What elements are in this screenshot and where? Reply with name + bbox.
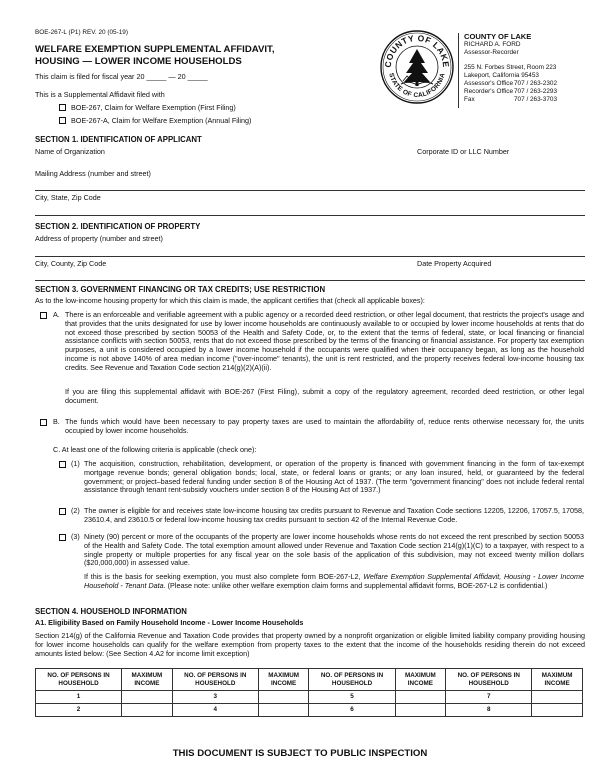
item-c3-text: Ninety (90) percent or more of the occupants of the property are lower income households whose rents do not exceed the rent prescribed by section 50053 of the Health and Safety Code. The total exemption amount allowed under Revenue and Taxation Code section 214(g)(1)(C) to a taxpayer, with respect to a single property or multiple properties for any fiscal year on the sole basis of the application of this subdivision, may not exceed twenty million dollars ($20,000,000) in assessed value.: [84, 532, 584, 568]
seal-bottom-text: STATE OF CALIFORNIA: [387, 72, 447, 100]
item-b-letter: B.: [53, 417, 60, 426]
city-state-zip-label: City, State, Zip Code: [35, 193, 101, 202]
table-row: [36, 704, 583, 717]
persons-cell: 8: [446, 704, 532, 717]
county-divider: [458, 33, 459, 108]
city-state-zip-field[interactable]: [35, 215, 585, 216]
table-header: MAXIMUM INCOME: [532, 669, 583, 691]
section3-heading: SECTION 3. GOVERNMENT FINANCING OR TAX CREDITS; USE RESTRICTION: [35, 285, 326, 294]
city-county-zip-label: City, County, Zip Code: [35, 259, 107, 268]
item-c2-num: (2): [71, 506, 80, 515]
address-line-2: Lakeport, California 95453: [464, 72, 539, 80]
item-c2-text: The owner is eligible for and receives state low-income housing tax credits pursuant to Revenue and Taxation Code sections 12205, 12206, 17057.5, 17058, 23610.4, and 23610.5 or federal low-income housing tax credits pursuant to section 42 of the Internal Revenue Code.: [84, 506, 584, 524]
persons-cell: 2: [36, 704, 122, 717]
income-cell[interactable]: [395, 704, 446, 717]
income-cell[interactable]: [122, 691, 173, 704]
option-label: BOE-267-A, Claim for Welfare Exemption (Annual Filing): [71, 116, 252, 125]
title-line-2: HOUSING — LOWER INCOME HOUSEHOLDS: [35, 55, 242, 67]
city-county-zip-field[interactable]: [35, 280, 585, 281]
item-a-note: If you are filing this supplemental affidavit with BOE-267 (First Filing), submit a copy of the regulatory agreement, recorded deed restriction, or other legal document.: [65, 387, 584, 405]
filed-with-option-boe267[interactable]: [59, 104, 236, 113]
income-cell[interactable]: [258, 704, 309, 717]
checkbox-a[interactable]: [40, 312, 47, 321]
form-title: [35, 44, 275, 67]
checkbox[interactable]: [59, 117, 66, 124]
section3-intro: As to the low-income housing property for which this claim is made, the applicant certifies that (check all applicable boxes):: [35, 296, 425, 305]
assessor-role: Assessor-Recorder: [464, 49, 519, 57]
table-header: NO. OF PERSONS IN HOUSEHOLD: [446, 669, 532, 691]
property-address-label: Address of property (number and street): [35, 234, 163, 243]
date-acquired-label: Date Property Acquired: [417, 259, 492, 268]
section4-text: Section 214(g) of the California Revenue and Taxation Code provides that property owned by a nonprofit organization or eligible limited liability company providing housing for lower income households can qualify for the welfare exemption from property taxes to the extent that the income of the households residing therein do not exceed amounts listed below: (See Section 4.A2 for income limit exception): [35, 631, 585, 658]
county-seal-icon: [379, 29, 455, 105]
assessor-name: RICHARD A. FORD: [464, 41, 521, 49]
persons-cell: 1: [36, 691, 122, 704]
checkbox-c2[interactable]: [59, 508, 66, 517]
item-a-letter: A.: [53, 310, 60, 319]
section2-heading: SECTION 2. IDENTIFICATION OF PROPERTY: [35, 222, 201, 231]
income-cell[interactable]: [532, 704, 583, 717]
income-cell[interactable]: [258, 691, 309, 704]
property-address-field[interactable]: [35, 256, 585, 257]
persons-cell: 4: [172, 704, 258, 717]
item-b-text: The funds which would have been necessary to pay property taxes are used to maintain the affordability of, reduce rents otherwise necessary for, the units occupied by lower income households.: [65, 417, 584, 435]
section4-subheading: A1. Eligibility Based on Family Household Income - Lower Income Households: [35, 618, 304, 627]
item-c-text: C. At least one of the following criteria is applicable (check one):: [53, 445, 257, 454]
item-c3-note: If this is the basis for seeking exemption, you must also complete form BOE-267-L2, Welfare Exemption Supplemental Affidavit, Housing - Lower Income Household - Tenant Data. (Please note: unlike other welfare exemption claim forms and supplemental affidavit forms, BOE-267-L2 is confidential.): [84, 572, 584, 590]
table-row: [36, 691, 583, 704]
mailing-address-field[interactable]: [35, 190, 585, 191]
filed-with-option-boe267a[interactable]: [59, 117, 251, 126]
phone-row: Assessor's Office707 / 263-2302: [464, 80, 557, 88]
checkbox-c3[interactable]: [59, 534, 66, 543]
org-name-label: Name of Organization: [35, 147, 105, 156]
table-header: NO. OF PERSONS IN HOUSEHOLD: [172, 669, 258, 691]
persons-cell: 5: [309, 691, 395, 704]
mailing-address-label: Mailing Address (number and street): [35, 169, 151, 178]
option-label: BOE-267, Claim for Welfare Exemption (First Filing): [71, 103, 236, 112]
table-header: MAXIMUM INCOME: [122, 669, 173, 691]
checkbox[interactable]: [59, 104, 66, 111]
table-header: NO. OF PERSONS IN HOUSEHOLD: [36, 669, 122, 691]
table-header-row: [36, 669, 583, 691]
section4-heading: SECTION 4. HOUSEHOLD INFORMATION: [35, 607, 187, 616]
table-header: NO. OF PERSONS IN HOUSEHOLD: [309, 669, 395, 691]
item-c3-num: (3): [71, 532, 80, 541]
phone-row: Recorder's Office707 / 263-2293: [464, 88, 557, 96]
phone-row: Fax 707 / 263-3703: [464, 96, 557, 104]
income-cell[interactable]: [122, 704, 173, 717]
income-limit-table: [35, 668, 583, 717]
item-c1-num: (1): [71, 459, 80, 468]
fiscal-year-field[interactable]: This claim is filed for fiscal year 20 _____ — 20 _____: [35, 72, 208, 81]
checkbox-c1[interactable]: [59, 461, 66, 470]
address-line-1: 255 N. Forbes Street, Room 223: [464, 64, 557, 72]
seal-top-text: COUNTY OF LAKE: [382, 32, 452, 68]
persons-cell: 3: [172, 691, 258, 704]
checkbox-b[interactable]: [40, 419, 47, 428]
table-header: MAXIMUM INCOME: [258, 669, 309, 691]
filed-with-text: This is a Supplemental Affidavit filed with: [35, 90, 165, 99]
title-line-1: WELFARE EXEMPTION SUPPLEMENTAL AFFIDAVIT,: [35, 44, 275, 55]
county-name: COUNTY OF LAKE: [464, 32, 532, 41]
income-cell[interactable]: [532, 691, 583, 704]
item-a-text: There is an enforceable and verifiable agreement with a public agency or a recorded deed restriction, or other legal document, that restricts the project's usage and that provides that the units designated for use by lower income households are continuously available to or occupied by lower income households at rents that do not exceed those prescribed by section 50053 of the Health and Safety Code, or, to the extent that the terms of federal, state, or local financing or financial assistance conflicts with section 50053, rents that do not exceed those prescribed by the terms of the financing or financial assistance. For property tax exemption purposes, a unit is considered occupied by a lower income household if the occupants were qualified when their occupancy began, as long as the household income is not above 140% of area median income ("over-income" tenants), the unit is rent restricted, and the property receives federal low-income housing tax credits. See Revenue and Taxation Code section 214(g)(2)(A)(ii).: [65, 310, 584, 372]
table-header: MAXIMUM INCOME: [395, 669, 446, 691]
item-c1-text: The acquisition, construction, rehabilitation, development, or operation of the property is financed with government financing in the form of tax-exempt mortgage revenue bonds; general obligation bonds; local, state, or federal loans or grants; or any loan insured, held, or guaranteed by the federal government; or project–based federal funding under section 8 of the Housing Act of 1937. (The term "government financing" does not include federal rental assistance through tenant rent-subsidy vouchers under section 8 of the Housing Act of 1937.): [84, 459, 584, 495]
form-code: BOE-267-L (P1) REV. 20 (05-19): [35, 29, 128, 36]
persons-cell: 6: [309, 704, 395, 717]
income-cell[interactable]: [395, 691, 446, 704]
corp-id-label: Corporate ID or LLC Number: [417, 147, 510, 156]
county-info: [464, 32, 557, 104]
public-inspection-footer: THIS DOCUMENT IS SUBJECT TO PUBLIC INSPECTION: [172, 748, 428, 759]
section1-heading: SECTION 1. IDENTIFICATION OF APPLICANT: [35, 135, 202, 144]
persons-cell: 7: [446, 691, 532, 704]
